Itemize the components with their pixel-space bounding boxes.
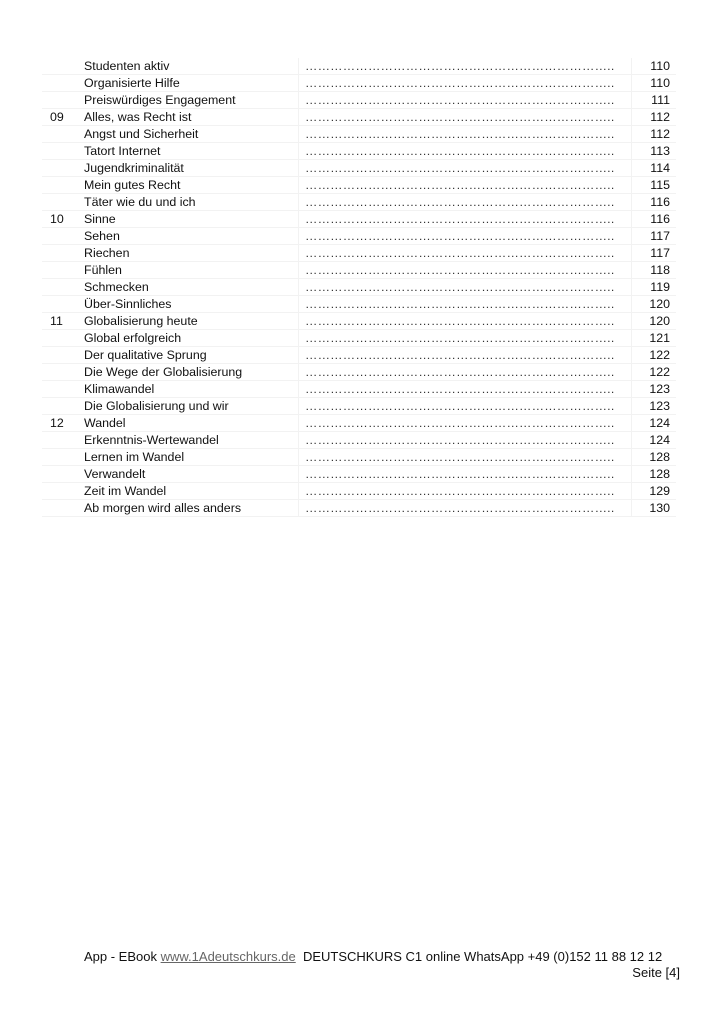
chapter-number xyxy=(42,177,82,194)
toc-row xyxy=(42,160,676,177)
toc-row xyxy=(42,398,676,415)
dot-leader: ……………………………………………………………….. xyxy=(299,313,632,330)
toc-entry-title: Täter wie du und ich xyxy=(82,194,299,211)
dot-leader: ……………………………………………………………….. xyxy=(299,92,632,109)
toc-row xyxy=(42,75,676,92)
page-number-cell: 122 xyxy=(632,364,677,381)
page-number-cell: 124 xyxy=(632,415,677,432)
dot-leader: ……………………………………………………………….. xyxy=(299,228,632,245)
page-number-cell: 120 xyxy=(632,296,677,313)
toc-row xyxy=(42,347,676,364)
dot-leader: ……………………………………………………………….. xyxy=(299,449,632,466)
chapter-number xyxy=(42,500,82,517)
page-number-cell: 112 xyxy=(632,109,677,126)
toc-row xyxy=(42,245,676,262)
dot-leader: ……………………………………………………………….. xyxy=(299,347,632,364)
toc-entry-title: Global erfolgreich xyxy=(82,330,299,347)
dot-leader: ……………………………………………………………….. xyxy=(299,415,632,432)
dot-leader: ……………………………………………………………….. xyxy=(299,75,632,92)
dot-leader: ……………………………………………………………….. xyxy=(299,466,632,483)
toc-entry-title: Lernen im Wandel xyxy=(82,449,299,466)
chapter-number xyxy=(42,432,82,449)
chapter-number xyxy=(42,466,82,483)
chapter-number: 09 xyxy=(42,109,82,126)
toc-row xyxy=(42,313,676,330)
toc-entry-title: Mein gutes Recht xyxy=(82,177,299,194)
dot-leader: ……………………………………………………………….. xyxy=(299,483,632,500)
page-number-cell: 111 xyxy=(632,92,677,109)
toc-entry-title: Jugendkriminalität xyxy=(82,160,299,177)
footer-prefix: App - EBook xyxy=(84,949,161,964)
page-number-cell: 116 xyxy=(632,211,677,228)
toc-row xyxy=(42,364,676,381)
page-number-cell: 114 xyxy=(632,160,677,177)
page-number-cell: 119 xyxy=(632,279,677,296)
toc-entry-title: Organisierte Hilfe xyxy=(82,75,299,92)
toc-entry-title: Wandel xyxy=(82,415,299,432)
toc-row xyxy=(42,279,676,296)
toc-entry-title: Sinne xyxy=(82,211,299,228)
toc-row xyxy=(42,177,676,194)
toc-row xyxy=(42,483,676,500)
page-number-cell: 128 xyxy=(632,449,677,466)
page-number-cell: 118 xyxy=(632,262,677,279)
toc-body xyxy=(42,58,676,517)
toc-row xyxy=(42,143,676,160)
dot-leader: ……………………………………………………………….. xyxy=(299,177,632,194)
toc-entry-title: Fühlen xyxy=(82,262,299,279)
toc-row xyxy=(42,211,676,228)
toc-row xyxy=(42,194,676,211)
page-number-cell: 110 xyxy=(632,58,677,75)
toc-row xyxy=(42,92,676,109)
toc-entry-title: Zeit im Wandel xyxy=(82,483,299,500)
dot-leader: ……………………………………………………………….. xyxy=(299,245,632,262)
toc-entry-title: Tatort Internet xyxy=(82,143,299,160)
table-of-contents xyxy=(42,58,676,517)
chapter-number xyxy=(42,296,82,313)
toc-entry-title: Studenten aktiv xyxy=(82,58,299,75)
dot-leader: ……………………………………………………………….. xyxy=(299,296,632,313)
page-number-cell: 120 xyxy=(632,313,677,330)
chapter-number xyxy=(42,245,82,262)
toc-entry-title: Schmecken xyxy=(82,279,299,296)
toc-entry-title: Riechen xyxy=(82,245,299,262)
chapter-number xyxy=(42,398,82,415)
toc-row xyxy=(42,58,676,75)
toc-entry-title: Die Wege der Globalisierung xyxy=(82,364,299,381)
toc-row xyxy=(42,432,676,449)
dot-leader: ……………………………………………………………….. xyxy=(299,109,632,126)
chapter-number xyxy=(42,194,82,211)
toc-entry-title: Verwandelt xyxy=(82,466,299,483)
dot-leader: ……………………………………………………………….. xyxy=(299,262,632,279)
dot-leader: ……………………………………………………………….. xyxy=(299,279,632,296)
toc-row xyxy=(42,296,676,313)
toc-row xyxy=(42,228,676,245)
toc-row xyxy=(42,330,676,347)
chapter-number xyxy=(42,330,82,347)
chapter-number xyxy=(42,228,82,245)
chapter-number xyxy=(42,58,82,75)
dot-leader: ……………………………………………………………….. xyxy=(299,398,632,415)
chapter-number xyxy=(42,347,82,364)
dot-leader: ……………………………………………………………….. xyxy=(299,500,632,517)
page-number-cell: 124 xyxy=(632,432,677,449)
page-number-cell: 123 xyxy=(632,381,677,398)
toc-row xyxy=(42,126,676,143)
footer xyxy=(84,949,662,965)
page-number: Seite [4] xyxy=(632,965,680,980)
dot-leader: ……………………………………………………………….. xyxy=(299,58,632,75)
toc-row xyxy=(42,415,676,432)
page-number-cell: 130 xyxy=(632,500,677,517)
chapter-number xyxy=(42,364,82,381)
dot-leader: ……………………………………………………………….. xyxy=(299,194,632,211)
dot-leader: ……………………………………………………………….. xyxy=(299,126,632,143)
toc-entry-title: Globalisierung heute xyxy=(82,313,299,330)
chapter-number xyxy=(42,126,82,143)
toc-entry-title: Erkenntnis-Wertewandel xyxy=(82,432,299,449)
chapter-number xyxy=(42,75,82,92)
chapter-number xyxy=(42,143,82,160)
toc-entry-title: Die Globalisierung und wir xyxy=(82,398,299,415)
chapter-number xyxy=(42,381,82,398)
page-number-cell: 128 xyxy=(632,466,677,483)
dot-leader: ……………………………………………………………….. xyxy=(299,364,632,381)
page-number-cell: 117 xyxy=(632,245,677,262)
toc-row xyxy=(42,381,676,398)
toc-entry-title: Alles, was Recht ist xyxy=(82,109,299,126)
chapter-number xyxy=(42,279,82,296)
toc-entry-title: Über-Sinnliches xyxy=(82,296,299,313)
toc-row xyxy=(42,262,676,279)
website-link[interactable]: www.1Adeutschkurs.de xyxy=(160,949,296,964)
toc-entry-title: Preiswürdiges Engagement xyxy=(82,92,299,109)
chapter-number xyxy=(42,483,82,500)
page-number-cell: 123 xyxy=(632,398,677,415)
toc-entry-title: Klimawandel xyxy=(82,381,299,398)
chapter-number: 10 xyxy=(42,211,82,228)
toc-row xyxy=(42,449,676,466)
chapter-number: 12 xyxy=(42,415,82,432)
footer-contact: DEUTSCHKURS C1 online WhatsApp +49 (0)152 11 88 12 12 xyxy=(295,949,663,964)
page-number-cell: 129 xyxy=(632,483,677,500)
page-number-cell: 122 xyxy=(632,347,677,364)
chapter-number xyxy=(42,262,82,279)
toc-entry-title: Ab morgen wird alles anders xyxy=(82,500,299,517)
dot-leader: ……………………………………………………………….. xyxy=(299,381,632,398)
page-number-cell: 113 xyxy=(632,143,677,160)
page-number-cell: 112 xyxy=(632,126,677,143)
chapter-number xyxy=(42,449,82,466)
toc-row xyxy=(42,466,676,483)
dot-leader: ……………………………………………………………….. xyxy=(299,211,632,228)
page-number-cell: 116 xyxy=(632,194,677,211)
page-number-cell: 115 xyxy=(632,177,677,194)
page-number-cell: 117 xyxy=(632,228,677,245)
chapter-number: 11 xyxy=(42,313,82,330)
toc-row xyxy=(42,109,676,126)
toc-row xyxy=(42,500,676,517)
toc-entry-title: Der qualitative Sprung xyxy=(82,347,299,364)
toc-entry-title: Sehen xyxy=(82,228,299,245)
dot-leader: ……………………………………………………………….. xyxy=(299,160,632,177)
chapter-number xyxy=(42,92,82,109)
dot-leader: ……………………………………………………………….. xyxy=(299,432,632,449)
chapter-number xyxy=(42,160,82,177)
page-number-cell: 121 xyxy=(632,330,677,347)
page-number-cell: 110 xyxy=(632,75,677,92)
dot-leader: ……………………………………………………………….. xyxy=(299,143,632,160)
dot-leader: ……………………………………………………………….. xyxy=(299,330,632,347)
toc-entry-title: Angst und Sicherheit xyxy=(82,126,299,143)
